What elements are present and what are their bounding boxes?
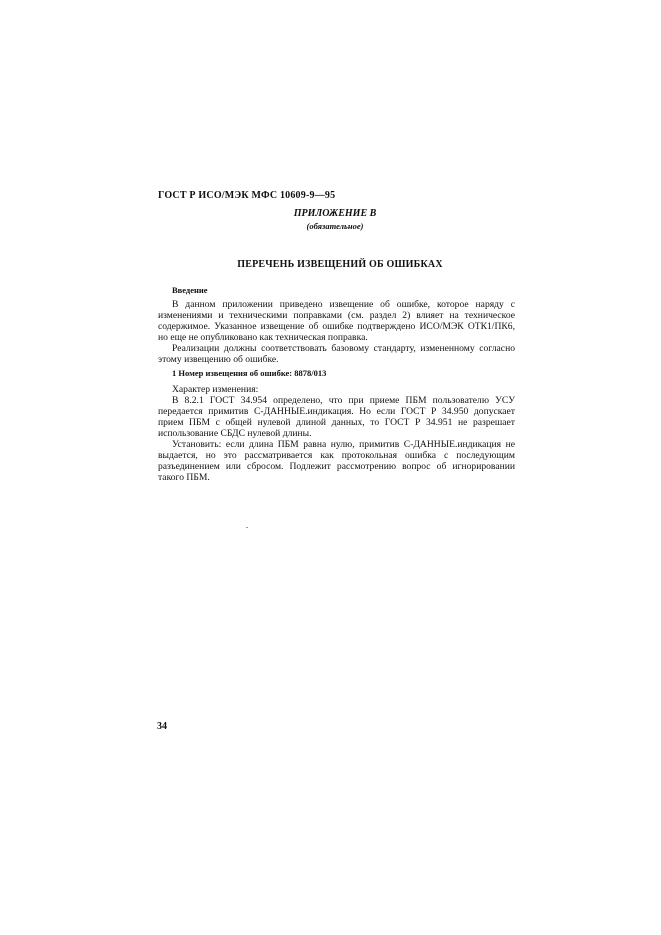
section-1-paragraph: Установить: если длина ПБМ равна нулю, примитив С-ДАННЫЕ.индикация не выдается, но это рассматривается как протокольная ошибка с последующим разъединением или сбросом. Подлежит рассмотрению вопрос об игнорировании такого ПБМ. — [158, 439, 515, 483]
intro-body — [158, 299, 515, 365]
section-1-paragraph: В 8.2.1 ГОСТ 34.954 определено, что при приеме ПБМ пользователю УСУ передается примитив С-ДАННЫЕ.индикация. Но если ГОСТ Р 34.950 допускает прием ПБМ с общей нулевой длиной данных, то ГОСТ Р 34.951 не разрешает использование СБДС нулевой длины. — [158, 395, 515, 439]
standard-header: ГОСТ Р ИСО/МЭК МФС 10609-9—95 — [158, 190, 336, 201]
section-1-body — [158, 384, 515, 483]
appendix-note: (обязательное) — [306, 221, 364, 231]
intro-paragraph: В данном приложении приведено извещение об ошибке, которое наряду с изменениями и техническими поправками (см. раздел 2) влияет на техническое содержимое. Указанное извещение об ошибке подтверждено ИСО/МЭК ОТК1/ПК6, но еще не опубликовано как техническая поправка. — [158, 299, 515, 343]
page-number: 34 — [157, 721, 167, 732]
intro-heading: Введение — [172, 285, 208, 295]
section-1-paragraph: Характер изменения: — [172, 384, 259, 395]
appendix-heading — [250, 208, 420, 232]
intro-paragraph: Реализации должны соответствовать базовому стандарту, измененному согласно этому извещению об ошибке. — [158, 343, 515, 365]
page-title: ПЕРЕЧЕНЬ ИЗВЕЩЕНИЙ ОБ ОШИБКАХ — [237, 259, 443, 270]
section-1-heading: 1 Номер извещения об ошибке: 8878/013 — [172, 368, 327, 378]
scan-speck — [246, 527, 248, 528]
appendix-title: ПРИЛОЖЕНИЕ В — [293, 208, 377, 219]
